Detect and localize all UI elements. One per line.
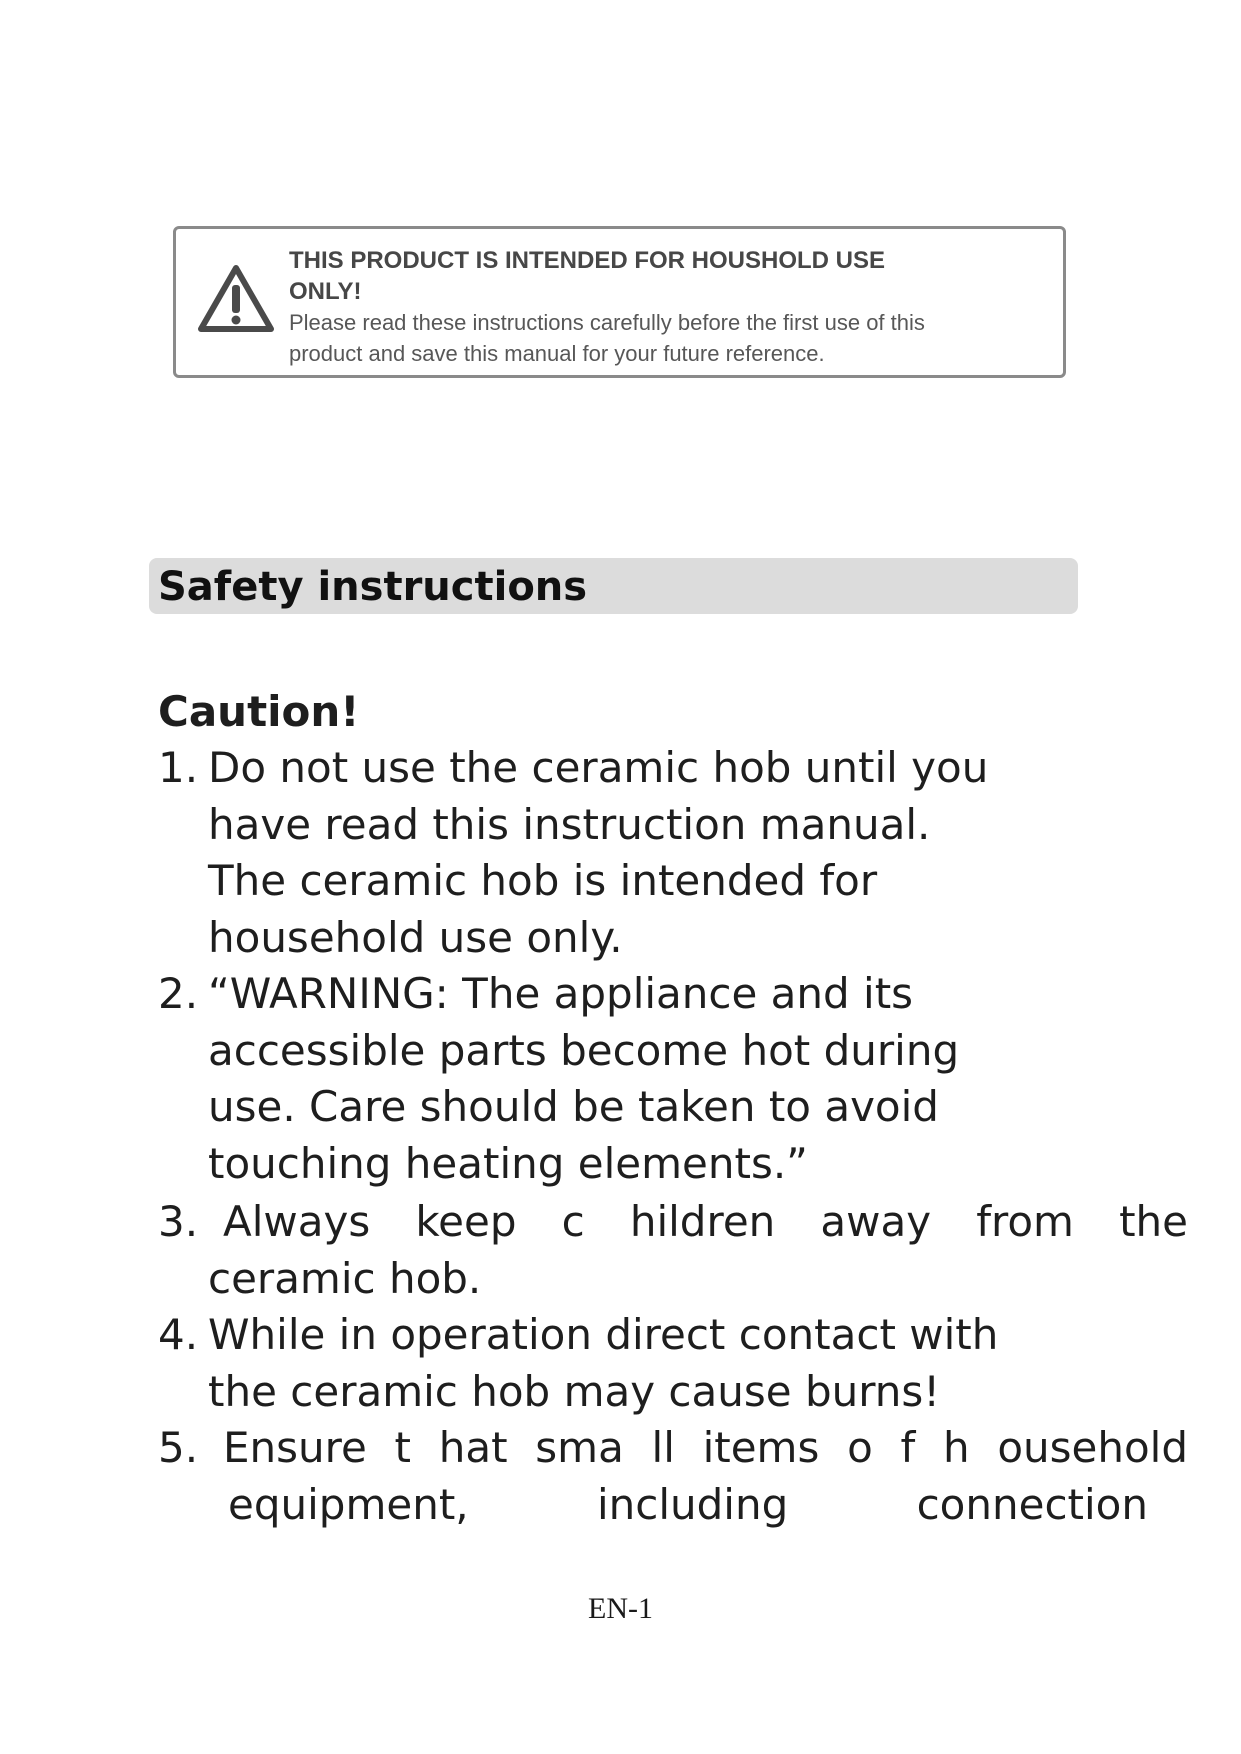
list-item bbox=[158, 1194, 1188, 1307]
item-line: ceramic hob. bbox=[208, 1253, 482, 1303]
item-line: household use only. bbox=[208, 912, 623, 962]
household-use-notice bbox=[173, 226, 1066, 378]
list-item bbox=[158, 740, 1188, 966]
notice-text bbox=[289, 245, 1059, 369]
item-line: Do not use the ceramic hob until you bbox=[208, 743, 989, 792]
item-number: 3. bbox=[158, 1197, 199, 1246]
item-line: Always keep c hildren away from the bbox=[223, 1197, 1188, 1246]
list-item bbox=[158, 1420, 1188, 1533]
item-number: 5. bbox=[158, 1423, 199, 1472]
list-item bbox=[158, 966, 1188, 1192]
item-line: Ensure t hat sma ll items o f h ousehold bbox=[223, 1423, 1188, 1472]
item-line: the ceramic hob may cause burns! bbox=[208, 1366, 941, 1416]
notice-heading-line-1: THIS PRODUCT IS INTENDED FOR HOUSHOLD USE bbox=[289, 247, 886, 274]
notice-body-line-1: Please read these instructions carefully before the first use of this bbox=[289, 310, 925, 335]
item-line: accessible parts become hot during bbox=[208, 1025, 960, 1075]
item-number: 1. bbox=[158, 743, 199, 792]
item-number: 4. bbox=[158, 1310, 199, 1359]
item-line: While in operation direct contact with bbox=[208, 1310, 999, 1359]
page-number: EN-1 bbox=[588, 1592, 653, 1625]
item-line: use. Care should be taken to avoid bbox=[208, 1082, 939, 1131]
list-item bbox=[158, 1307, 1188, 1420]
item-line: equipment, including connection bbox=[228, 1479, 1148, 1529]
item-line: The ceramic hob is intended for bbox=[208, 856, 878, 905]
section-title: Safety instructions bbox=[158, 564, 588, 610]
item-line: touching heating elements.” bbox=[208, 1138, 808, 1188]
notice-body-line-2: product and save this manual for your future reference. bbox=[289, 341, 825, 366]
warning-triangle-icon bbox=[196, 263, 276, 335]
notice-heading-line-2: ONLY! bbox=[289, 278, 362, 305]
safety-instructions-list bbox=[158, 740, 1188, 1533]
caution-heading: Caution! bbox=[158, 687, 360, 736]
item-line: “WARNING: The appliance and its bbox=[208, 969, 914, 1018]
item-number: 2. bbox=[158, 969, 199, 1018]
section-header-bar bbox=[149, 558, 1078, 614]
item-line: have read this instruction manual. bbox=[208, 799, 931, 849]
